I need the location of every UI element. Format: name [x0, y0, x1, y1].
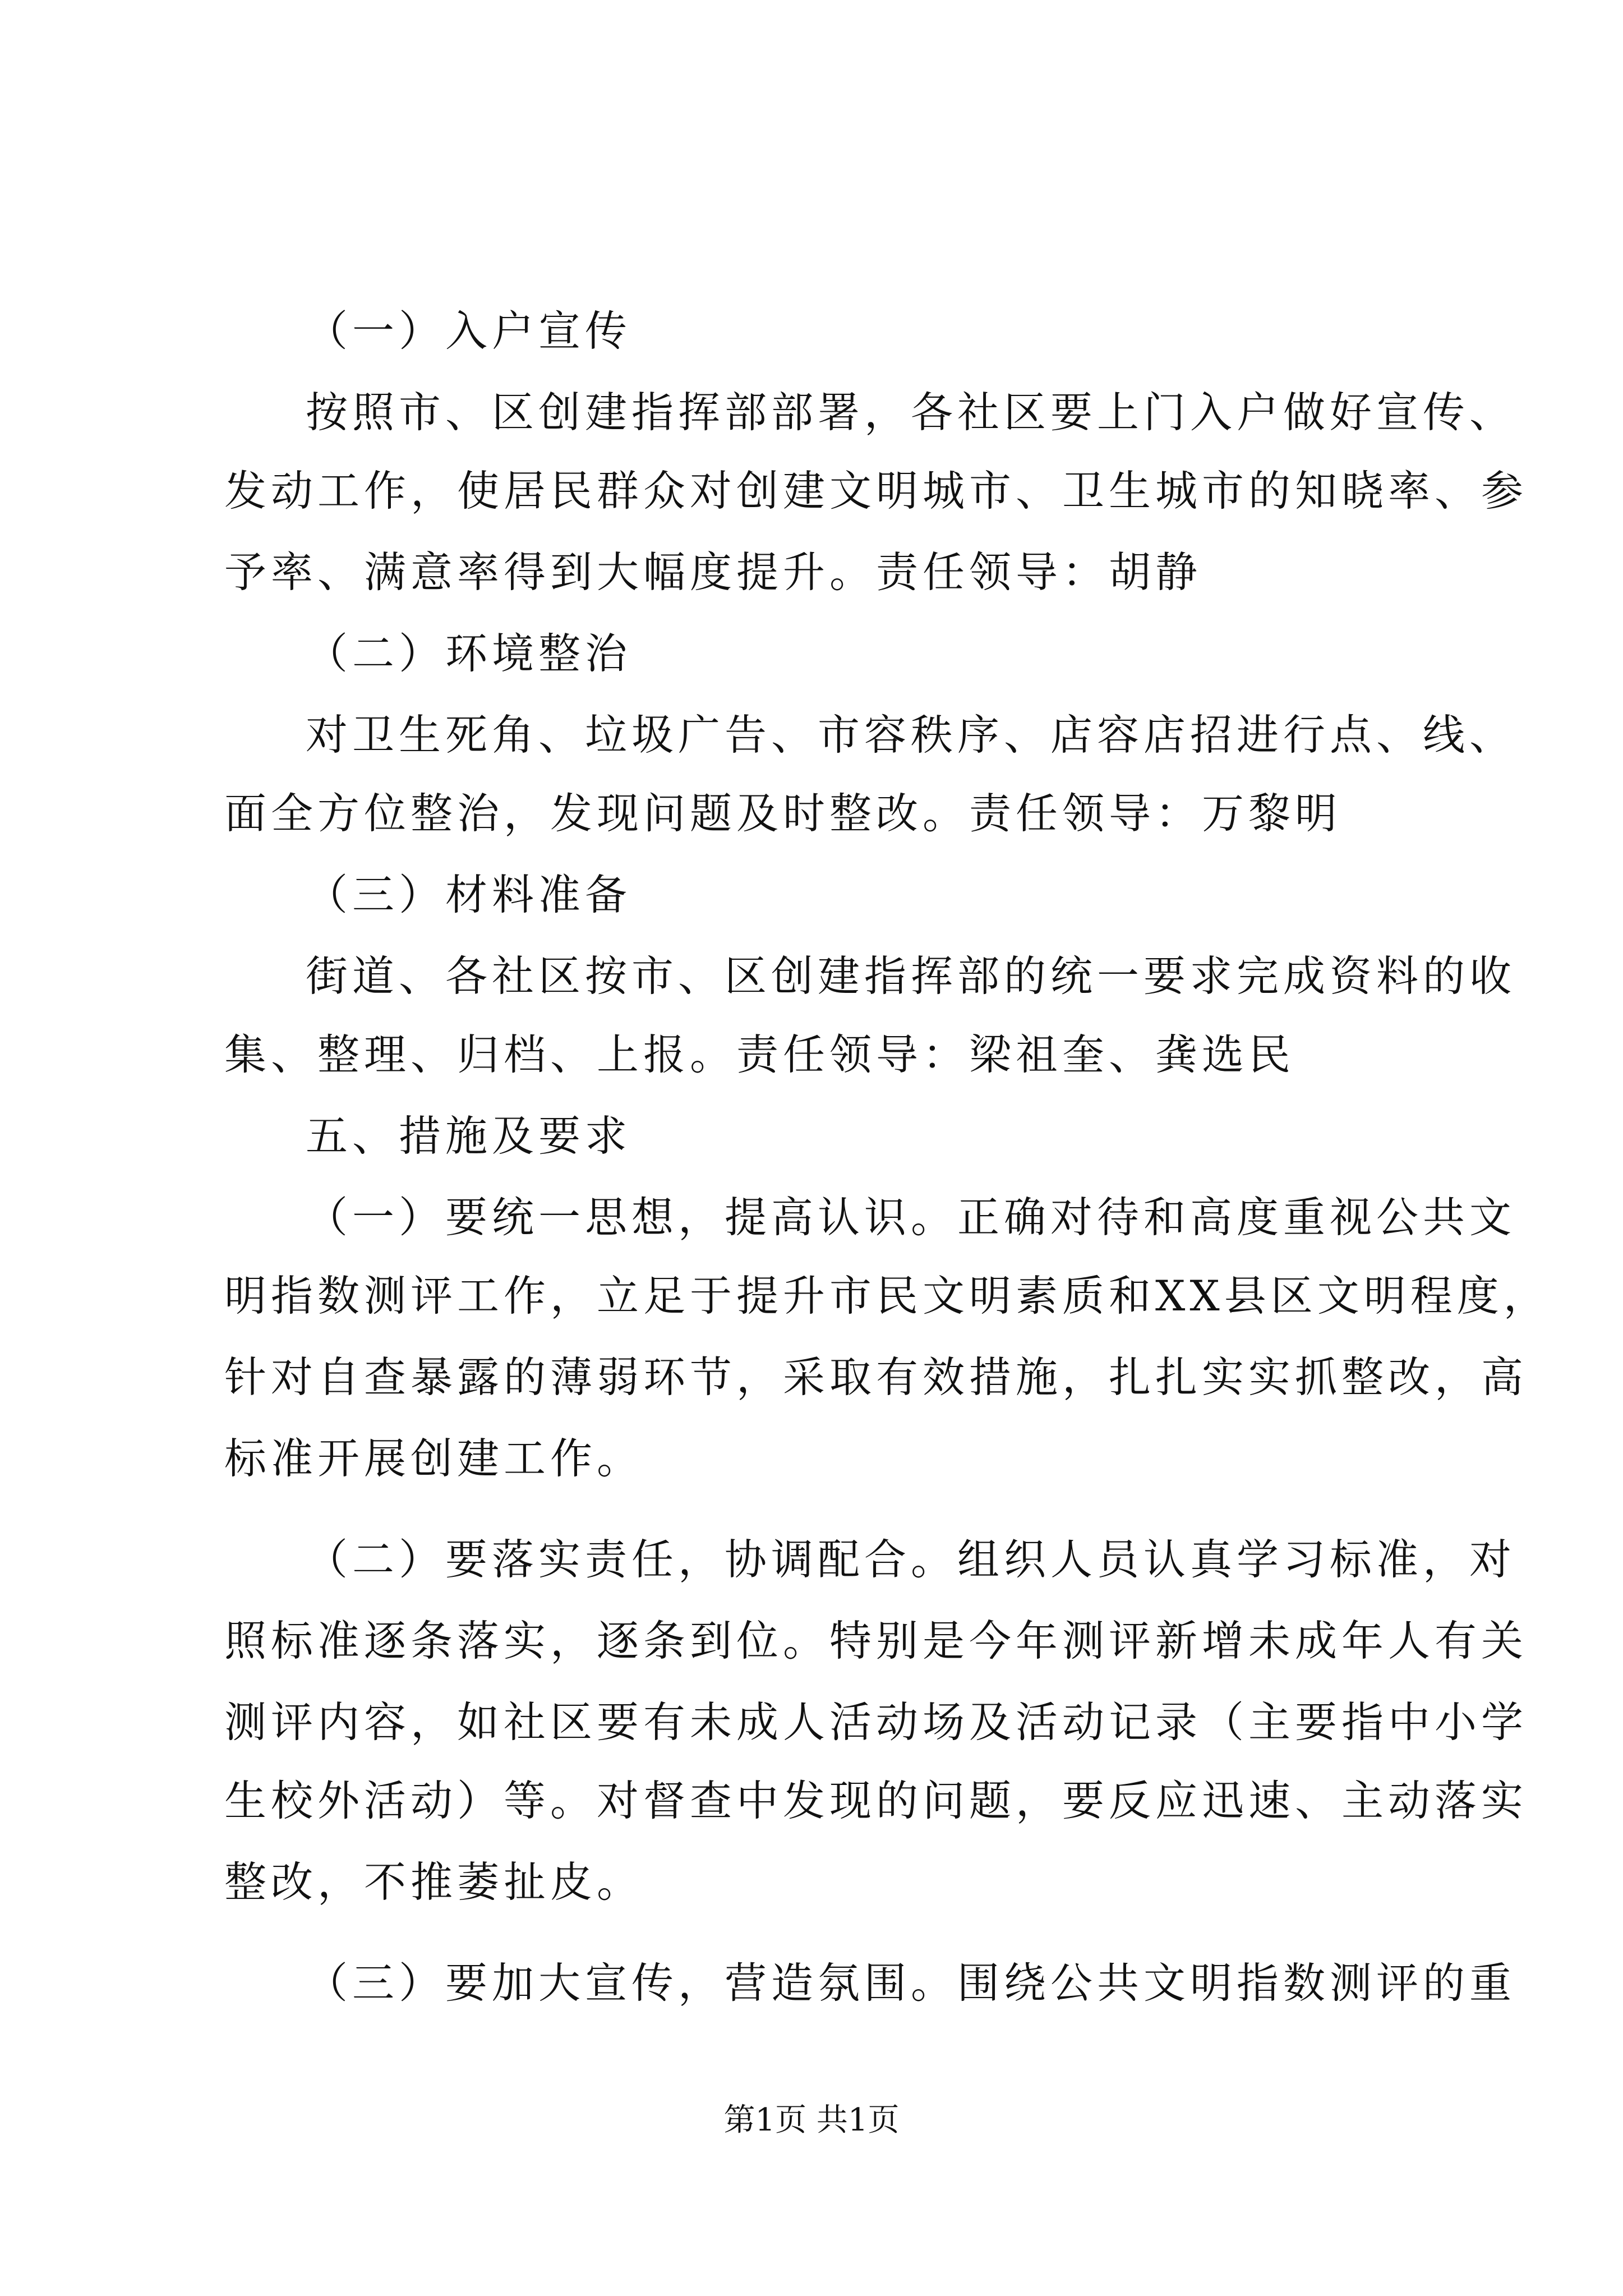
- subheading-environment: （二）环境整治: [306, 629, 632, 678]
- paragraph-line: 发动工作，使居民群众对创建文明城市、卫生城市的知晓率、参: [224, 466, 1528, 516]
- paragraph-line: 按照市、区创建指挥部部署，各社区要上门入户做好宣传、: [306, 388, 1516, 437]
- subheading-materials: （三）材料准备: [306, 870, 632, 919]
- paragraph-line: 集、整理、归档、上报。责任领导：梁祖奎、龚选民: [224, 1030, 1295, 1079]
- paragraph-line: （三）要加大宣传，营造氛围。围绕公共文明指数测评的重: [306, 1958, 1516, 2008]
- paragraph-line: 针对自查暴露的薄弱环节，采取有效措施，扎扎实实抓整改，高: [224, 1352, 1528, 1402]
- section-heading-measures: 五、措施及要求: [306, 1111, 632, 1161]
- paragraph-line: 测评内容，如社区要有未成人活动场及活动记录（主要指中小学: [224, 1697, 1528, 1747]
- paragraph-line: （二）要落实责任，协调配合。组织人员认真学习标准，对: [306, 1535, 1516, 1584]
- paragraph-line: 照标准逐条落实，逐条到位。特别是今年测评新增未成年人有关: [224, 1616, 1528, 1665]
- paragraph-line: 对卫生死角、垃圾广告、市容秩序、店容店招进行点、线、: [306, 710, 1516, 760]
- paragraph-line: 整改，不推萎扯皮。: [224, 1857, 644, 1907]
- paragraph-line: 面全方位整治，发现问题及时整改。责任领导：万黎明: [224, 789, 1342, 838]
- page-footer: 第1页 共1页: [723, 2102, 900, 2138]
- subheading-household-publicity: （一）入户宣传: [306, 306, 632, 356]
- paragraph-line: 标准开展创建工作。: [224, 1434, 644, 1483]
- paragraph-line: （一）要统一思想，提高认识。正确对待和高度重视公共文: [306, 1193, 1516, 1242]
- paragraph-line: 生校外活动）等。对督查中发现的问题，要反应迅速、主动落实: [224, 1776, 1528, 1825]
- paragraph-line: 明指数测评工作，立足于提升市民文明素质和XX县区文明程度，: [224, 1271, 1550, 1320]
- paragraph-line: 街道、各社区按市、区创建指挥部的统一要求完成资料的收: [306, 951, 1516, 1001]
- paragraph-line: 予率、满意率得到大幅度提升。责任领导：胡静: [224, 547, 1202, 597]
